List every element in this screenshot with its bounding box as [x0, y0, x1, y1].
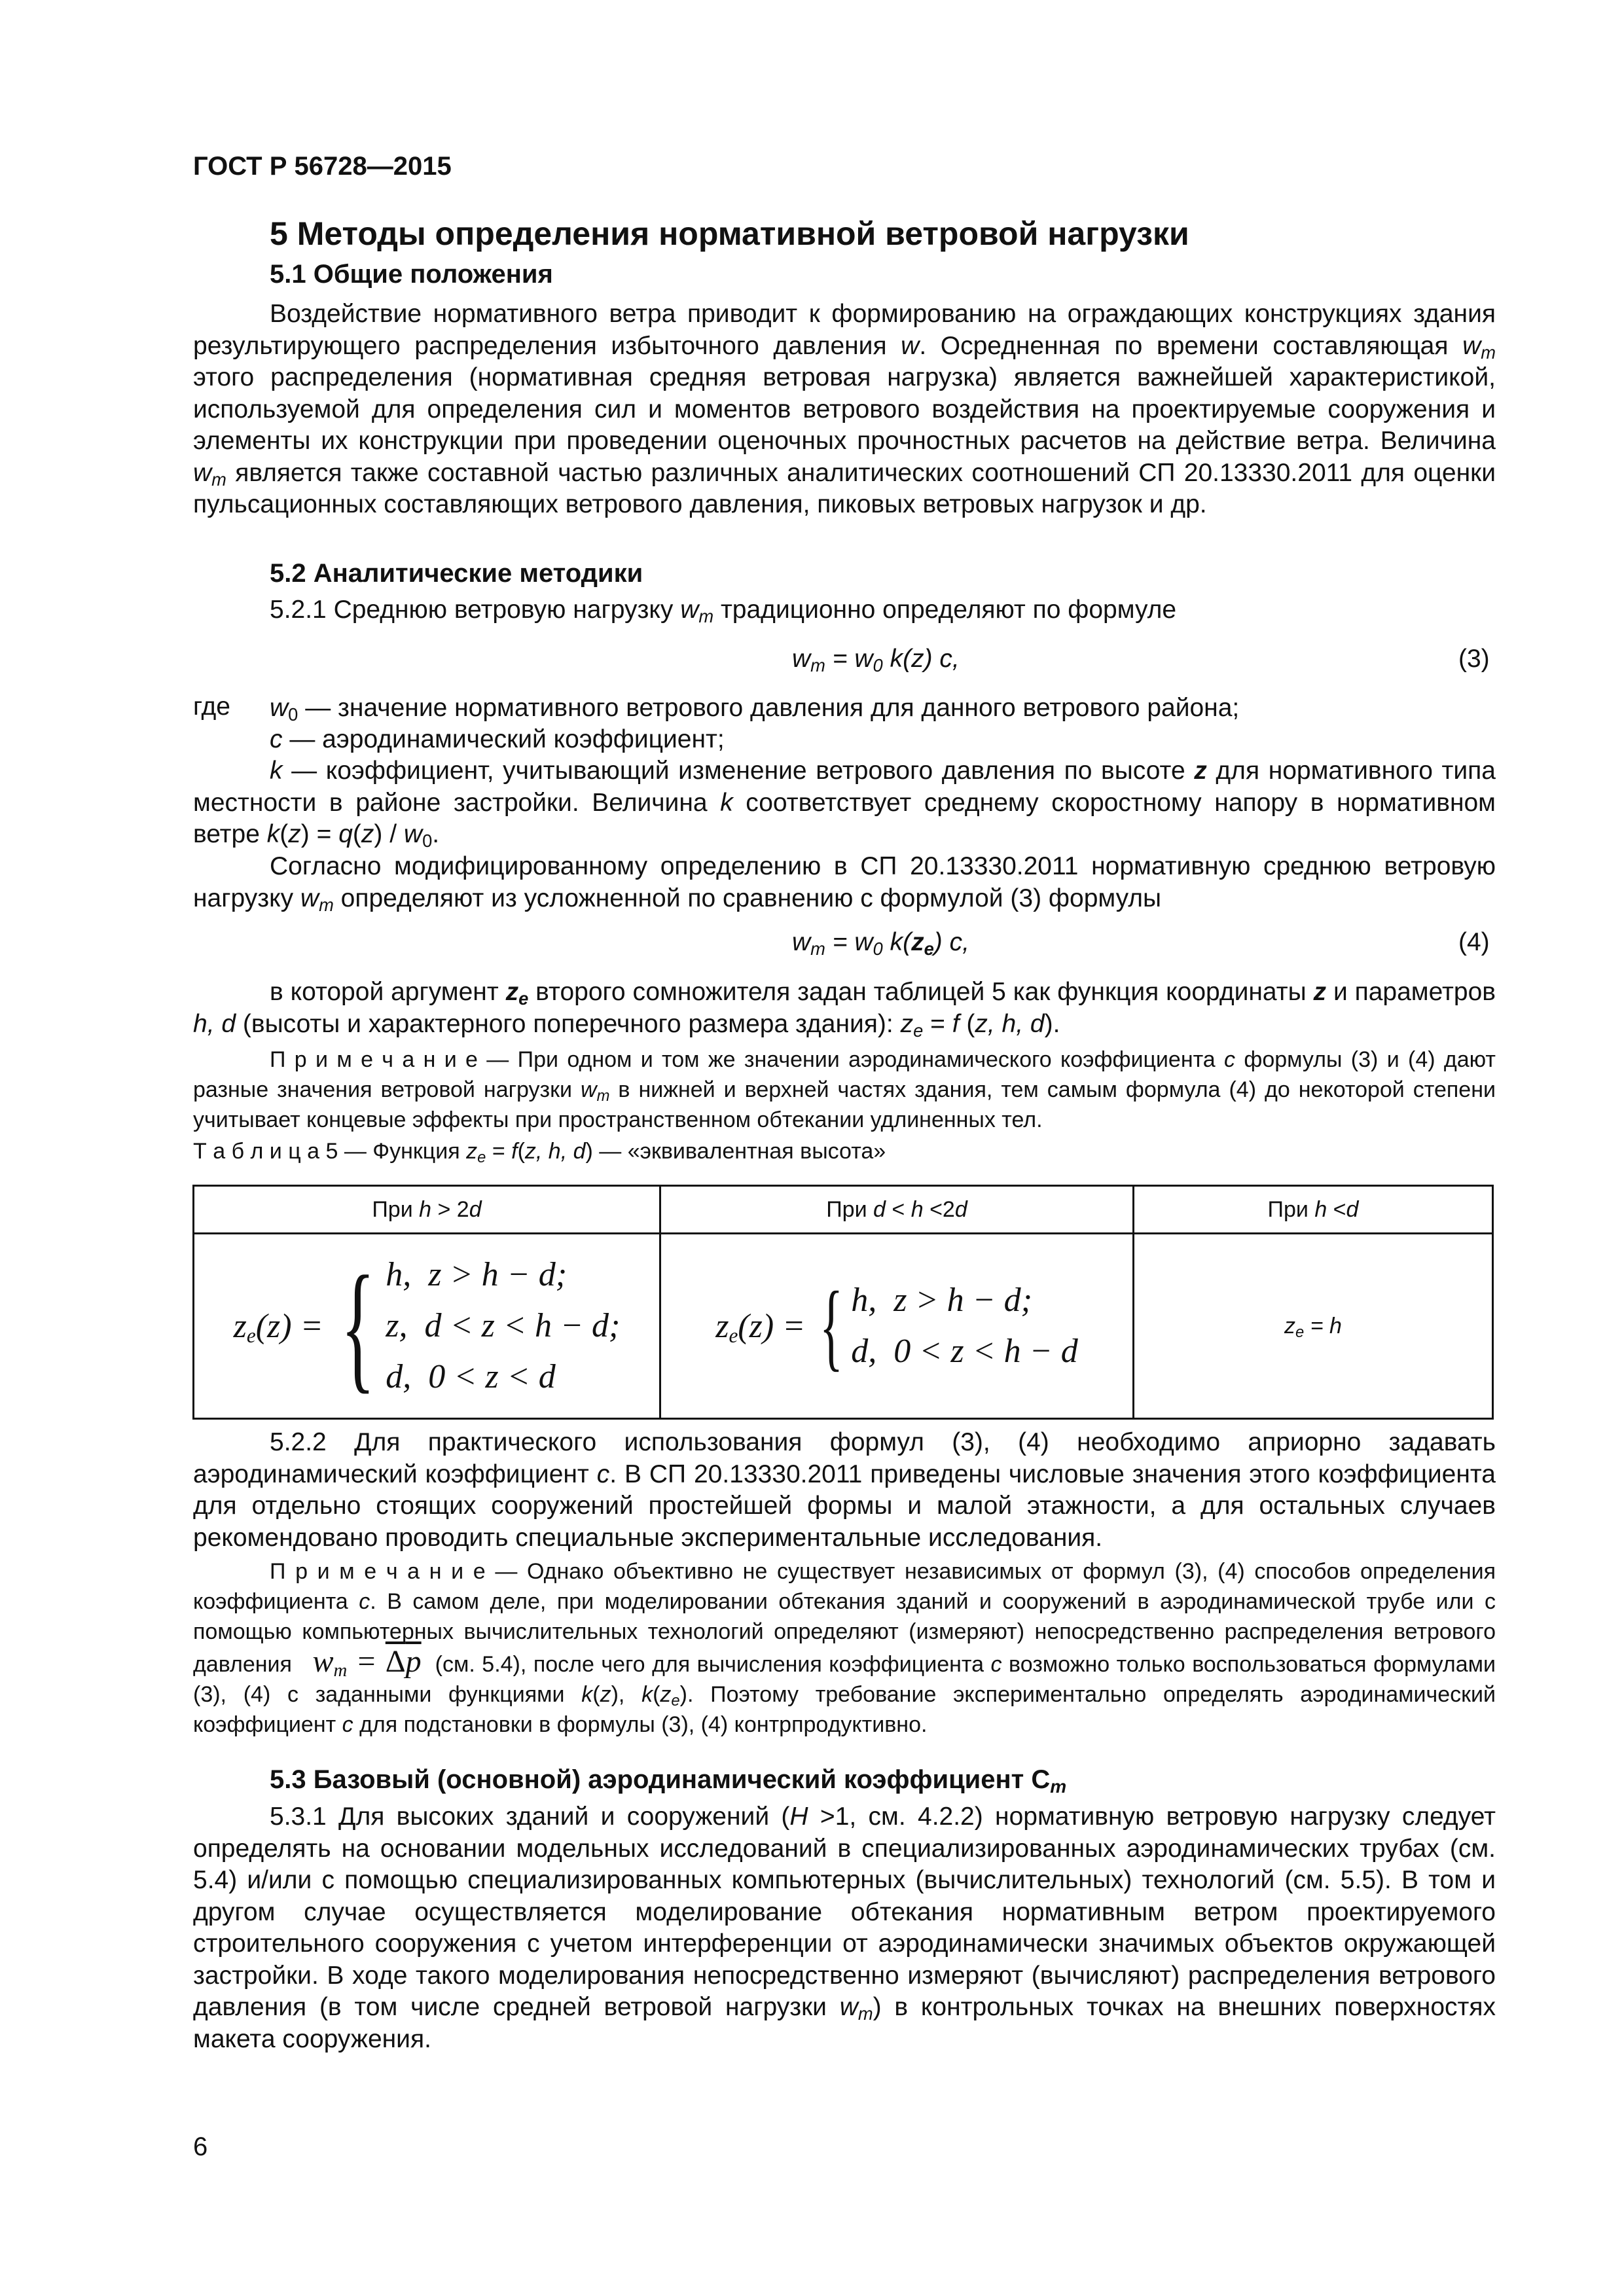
table-5	[192, 1185, 1494, 1420]
formula-3-number: (3)	[1458, 645, 1490, 673]
subsection-title-5-3: 5.3 Базовый (основной) аэродинамический коэффициент $C_m$	[270, 1765, 1067, 1797]
definition-c: c — аэродинамический коэффициент;	[270, 725, 725, 753]
definition-k: k — коэффициент, учитывающий изменение ветрового давления по высоте z для нормативного типа местности в районе застройки. Величина k соответствует среднему скоростному напору в нормативном ветре $k(z) = q(z) / w_0$.	[193, 757, 1496, 851]
paragraph-5-3-1: 5.3.1 Для высоких зданий и сооружений (H >1, см. 4.2.2) нормативную ветровую нагрузку следует определять на основании модельных исследований в специализированных аэродинамических трубах (см. 5.4) и/или с помощью специализированных компьютерных (вычислительных) технологий (см. 5.5). В том и другом случае осуществляется моделирование обтекания нормативным ветром проектируемого строительного сооружения с учетом интерференции от аэродинамически значимых объектов окружающей застройки. В ходе такого моделирования непосредственно измеряют (вычисляют) распределения ветрового давления (в том числе средней ветровой нагрузки $w_m$) в контрольных точках на внешних поверхностях макета сооружения.	[193, 1803, 1496, 2053]
table-header-3: При h <d	[1134, 1186, 1493, 1234]
subsection-title-5-1: 5.1 Общие положения	[270, 260, 553, 289]
table-cell-formula-2: $z_e(z)$ = { h, z > h − d; d, 0 < z < h − d	[660, 1234, 1134, 1419]
table-header-1: При h > 2d	[194, 1186, 660, 1234]
formula-4: $w_m = w_0$ $k(z_e)$ c,	[792, 928, 969, 959]
note-label-2: П р и м е ч а н и е	[270, 1559, 486, 1584]
definition-w0: $w_0$ — значение нормативного ветрового давления для данного ветрового района;	[270, 694, 1240, 725]
table-cell-formula-1: $z_e(z)$ = { h, z > h − d; z, d < z < h − d; d, 0 < z < d	[194, 1234, 660, 1419]
paragraph-5-1: Воздействие нормативного ветра приводит к формированию на ограждающих конструкциях здания результирующего распределения избыточного давления w. Осредненная по времени составляющая $w_m$ этого распределения (нормативная средняя ветровая нагрузка) является важнейшей характеристикой, используемой для определения сил и моментов ветрового воздействия на проектируемые сооружения и элементы их конструкции при проведении оценочных прочностных расчетов на действие ветра. Величина $w_m$ является также составной частью различных аналитических соотношений СП 20.13330.2011 для оценки пульсационных составляющих ветрового давления, пиковых ветровых нагрузок и др.	[193, 300, 1496, 518]
where-label: где	[193, 692, 230, 721]
formula-4-number: (4)	[1458, 928, 1490, 956]
table-caption: Т а б л и ц а 5 — Функция $z_e = f(z$, h, d) — «эквивалентная высота»	[193, 1139, 886, 1166]
page-number: 6	[193, 2132, 208, 2161]
paragraph-argument: в которой аргумент $z_e$ второго сомножителя задан таблицей 5 как функция координаты z и параметров h, d (высоты и характерного поперечного размера здания): $z_e = f$ (z, h, d).	[193, 978, 1496, 1041]
paragraph-modified: Согласно модифицированному определению в СП 20.13330.2011 нормативную среднюю ветровую нагрузку $w_m$ определяют из усложненной по сравнению с формулой (3) формулы	[193, 852, 1496, 915]
document-header: ГОСТ Р 56728—2015	[193, 152, 452, 181]
paragraph-5-2-1: 5.2.1 Среднюю ветровую нагрузку $w_m$ традиционно определяют по формуле	[270, 596, 1177, 626]
table-cell-3: $z_e = h$	[1134, 1234, 1493, 1419]
note-label: П р и м е ч а н и е	[270, 1047, 478, 1072]
paragraph-5-2-2: 5.2.2 Для практического использования формул (3), (4) необходимо априорно задавать аэродинамический коэффициент c. В СП 20.13330.2011 приведены числовые значения этого коэффициента для отдельно стоящих сооружений простейшей формы и малой этажности, а для остальных случаев рекомендовано проводить специальные экспериментальные исследования.	[193, 1428, 1496, 1552]
section-title: 5 Методы определения нормативной ветровой нагрузки	[270, 215, 1189, 252]
formula-3: $w_m = w_0$ k(z) c,	[792, 645, 960, 675]
note-1: П р и м е ч а н и е — При одном и том же значении аэродинамического коэффициента c формулы (3) и (4) дают разные значения ветровой нагрузки $w_m$ в нижней и верхней частях здания, тем самым формула (4) до некоторой степени учитывает концевые эффекты при пространственном обтекании удлиненных тел.	[193, 1047, 1496, 1132]
table-header-2: При d < h <2d	[660, 1186, 1134, 1234]
note-2: П р и м е ч а н и е — Однако объективно не существует независимых от формул (3), (4) способов определения коэффициента c. В самом деле, при моделировании обтекания зданий и сооружений в аэродинамической трубе или с помощью компьютерных вычислительных технологий определяют (измеряют) непосредственно распределения ветрового давления $w_m = \overline{\Delta}\overline{p}$ (см. 5.4), после чего для вычисления коэффициента c возможно только воспользоваться формулами (3), (4) с заданными функциями k(z), $k(z_e)$. Поэтому требование экспериментально определять аэродинамический коэффициент c для подстановки в формулы (3), (4) контрпродуктивно.	[193, 1559, 1496, 1737]
subsection-title-5-2: 5.2 Аналитические методики	[270, 559, 643, 588]
